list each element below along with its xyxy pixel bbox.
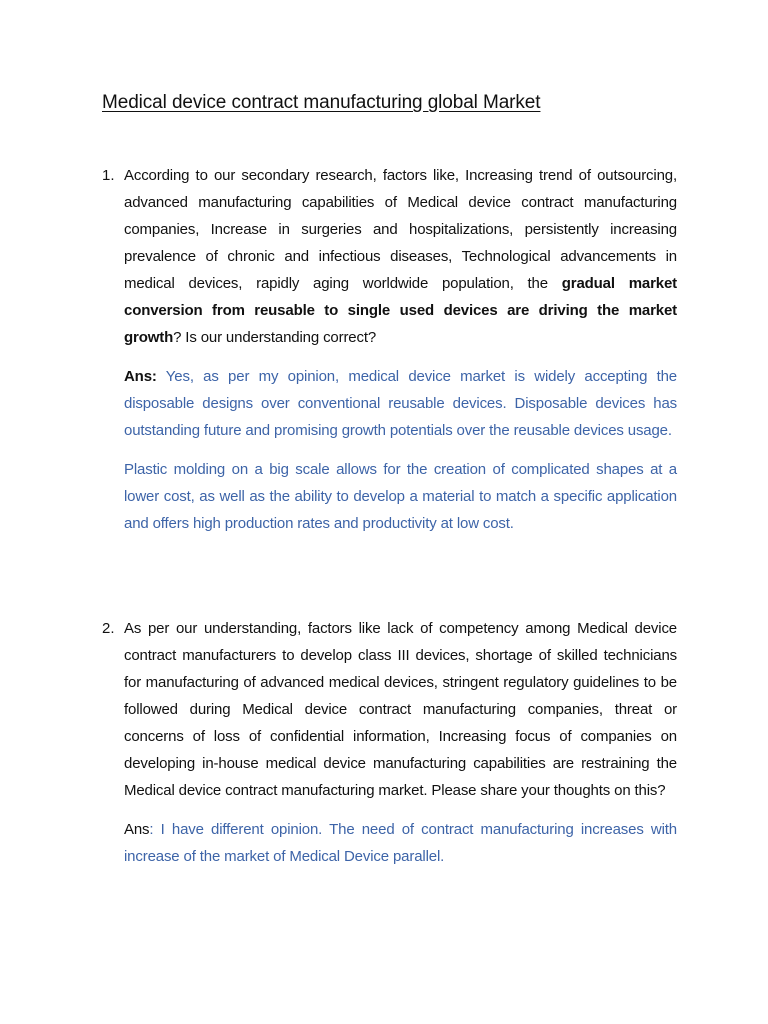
question-text — [124, 162, 677, 351]
question-body — [124, 162, 677, 537]
question-item — [102, 615, 677, 870]
answer-content: Yes, as per my opinion, medical device market is widely accepting the disposable designs over conventional reusable devices. Disposable devices has outstanding future and promising growth potentials over the reusable devices usage. — [124, 368, 677, 439]
question-number: 2. — [102, 620, 115, 637]
document-title: Medical device contract manufacturing global Market — [102, 92, 541, 113]
answer-colon: : — [149, 821, 154, 838]
question-number: 1. — [102, 167, 115, 184]
question-text-part: According to our secondary research, factors like, Increasing trend of outsourcing, advanced manufacturing capabilities of Medical device contract manufacturing companies, Increase in surgeries and hospitalizations, persistently increasing prevalence of chronic and infectious diseases, Technological advancements in medical devices, rapidly aging worldwide population, the — [124, 167, 677, 292]
question-bold-text: gradual market conversion from reusable to single used devices are driving the market growth — [124, 275, 677, 346]
answer-label: Ans — [124, 821, 150, 838]
answer-text — [124, 363, 677, 444]
answer-content: I have different opinion. The need of contract manufacturing increases with increase of the market of Medical Device parallel. — [124, 821, 677, 865]
answer-extra-text: Plastic molding on a big scale allows for the creation of complicated shapes at a lower cost, as well as the ability to develop a material to match a specific application and offers high production rates and productivity at low cost. — [124, 461, 677, 532]
question-text: As per our understanding, factors like lack of competency among Medical device contract manufacturers to develop class III devices, shortage of skilled technicians for manufacturing of advanced medical devices, stringent regulatory guidelines to be followed during Medical device contract manufacturing companies, threat or concerns of loss of confidential information, Increasing focus of companies on developing in-house medical device manufacturing capabilities are restraining the Medical device contract manufacturing market. Please share your thoughts on this? — [124, 620, 677, 799]
question-body — [124, 615, 677, 870]
answer-label: Ans: — [124, 368, 157, 385]
answer-block — [124, 816, 677, 870]
answer-text — [124, 816, 677, 870]
answer-block — [124, 456, 677, 537]
answer-block — [124, 363, 677, 444]
question-text-part: ? Is our understanding correct? — [173, 329, 377, 346]
question-item — [102, 162, 677, 537]
